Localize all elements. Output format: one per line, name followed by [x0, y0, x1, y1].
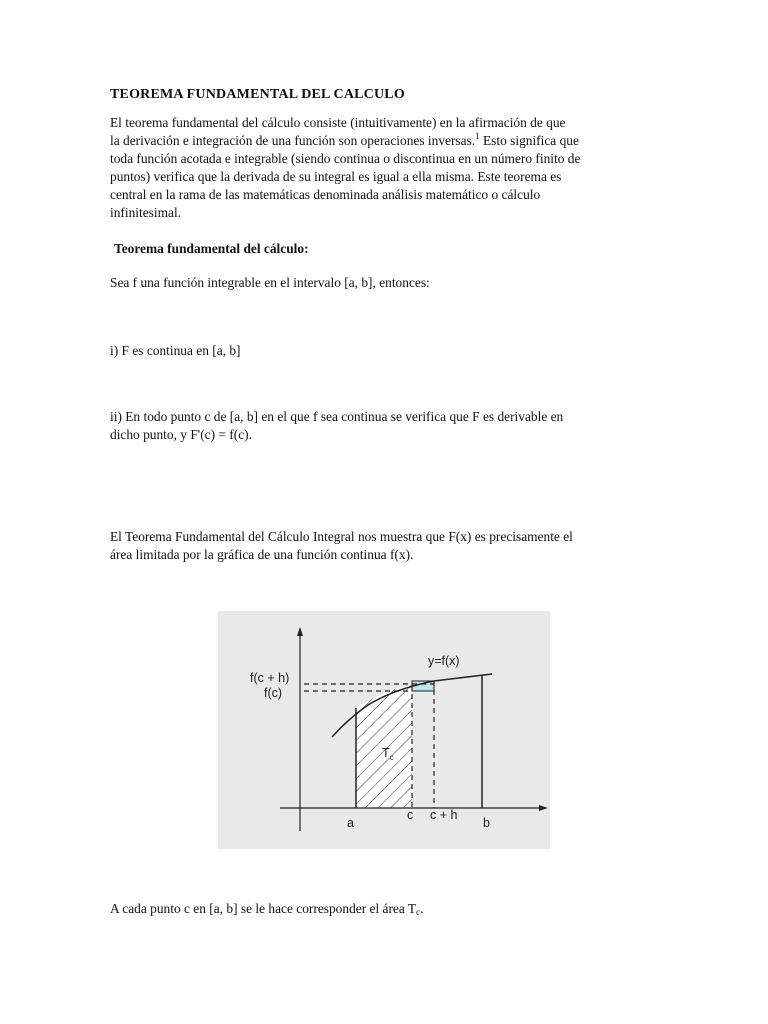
x-axis-arrow	[539, 805, 548, 811]
label-f-ch: f(c + h)	[250, 671, 290, 685]
integral-paragraph	[110, 528, 655, 564]
closing-sentence	[110, 900, 655, 918]
label-curve: y=f(x)	[428, 654, 460, 668]
label-b: b	[483, 816, 490, 830]
footnote-mark[interactable]: 1	[475, 131, 480, 141]
item-ii-line-1: ii) En todo punto c de [a, b] en el que f sea continua se verifica que F es derivable en	[110, 409, 564, 424]
theorem-item-ii	[110, 408, 655, 444]
closing-text: A cada punto c en [a, b] se le hace corresponder el área T	[110, 901, 417, 916]
label-tc-sub: c	[389, 753, 394, 762]
label-c: c	[407, 808, 414, 822]
label-tc-main: T	[382, 746, 390, 760]
intro-line-5: central en la rama de las matemáticas denominada análisis matemático o cálculo	[110, 187, 541, 202]
intro-paragraph	[110, 114, 655, 222]
label-f-c: f(c)	[264, 686, 283, 700]
intro-line-2	[110, 132, 655, 150]
closing-end: .	[420, 901, 424, 916]
item-ii-line-2: dicho punto, y F'(c) = f(c).	[110, 427, 252, 442]
label-a: a	[347, 816, 354, 830]
intro-line-4: puntos) verifica que la derivada de su integral es igual a ella misma. Este teorema es	[110, 169, 562, 184]
intro-line-1: El teorema fundamental del cálculo consiste (intuitivamente) en la afirmación de que	[110, 115, 566, 130]
theorem-statement: Sea f una función integrable en el intervalo [a, b], entonces:	[110, 275, 430, 290]
hatch-fill	[356, 681, 412, 808]
y-axis-arrow	[297, 627, 303, 636]
intro-line-3: toda función acotada e integrable (siendo continua o discontinua en un número finito de	[110, 151, 581, 166]
intro-line-6: infinitesimal.	[110, 205, 182, 220]
label-ch: c + h	[430, 808, 458, 822]
integral-diagram-svg	[218, 611, 550, 849]
theorem-item-i: i) F es continua en [a, b]	[110, 343, 241, 358]
intro-line-2-text: la derivación e integración de una función son operaciones inversas.	[110, 133, 476, 148]
theorem-subtitle: Teorema fundamental del cálculo:	[114, 241, 309, 256]
intro-line-2-cont: Esto significa que	[479, 133, 579, 148]
document-title: TEOREMA FUNDAMENTAL DEL CALCULO	[110, 87, 405, 102]
integral-line-2: área limitada por la gráfica de una función continua f(x).	[110, 547, 414, 562]
integral-line-1: El Teorema Fundamental del Cálculo Integral nos muestra que F(x) es precisamente el	[110, 529, 573, 544]
closing-subscript: c	[416, 907, 421, 917]
integral-diagram	[218, 611, 550, 849]
